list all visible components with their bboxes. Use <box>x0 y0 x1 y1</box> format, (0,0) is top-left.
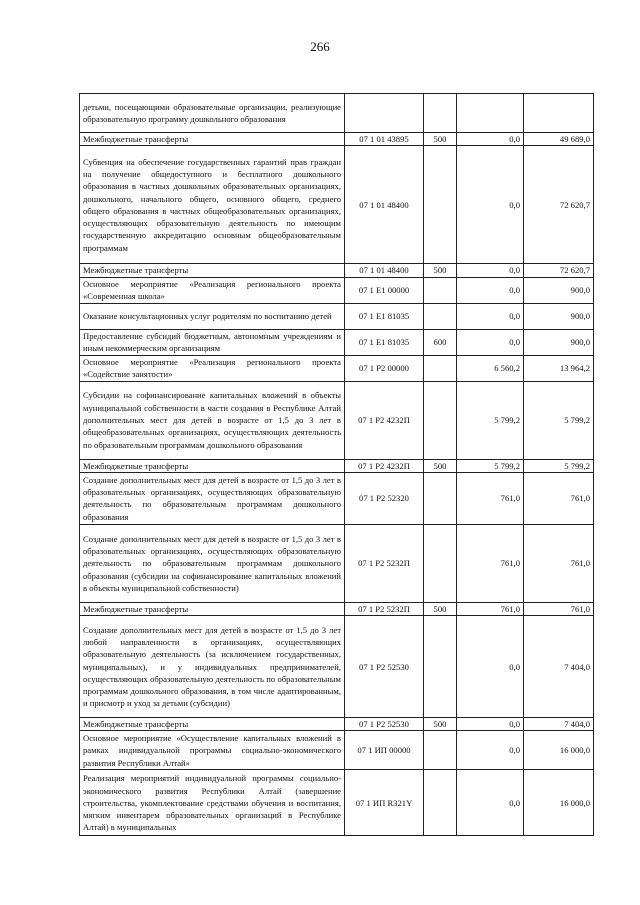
row-name: Создание дополнительных мест для детей в возрасте от 1,5 до 3 лет в образовательных организациях, осуществляющих образовательную деятельность по образовательным программам дошкольного образования <box>80 472 345 524</box>
row-vr <box>424 472 457 524</box>
row-name: Основное мероприятие «Осуществление капитальных вложений в рамках индивидуальной программы социально-экономического развития Республики Алтай» <box>80 731 345 770</box>
row-name: Межбюджетные трансферты <box>80 264 345 277</box>
row-code: 07 1 E1 00000 <box>345 277 424 303</box>
row-name: Создание дополнительных мест для детей в возрасте от 1,5 до 3 лет любой направленности в организациях, осуществляющих образовательную деятельность (за исключением государственных, муниципальных), и у индивидуальных предпринимателей, осуществляющих образовательную деятельность по образовательным программам дошкольного образования, в том числе адаптированным, и присмотр и уход за детьми (субсидии) <box>80 616 345 718</box>
row-value-1: 0,0 <box>457 731 524 770</box>
row-name: Межбюджетные трансферты <box>80 718 345 731</box>
table-row <box>80 303 594 329</box>
row-value-2: 7 404,0 <box>524 718 594 731</box>
row-value-2: 5 799,2 <box>524 459 594 472</box>
row-value-2: 16 000,0 <box>524 770 594 836</box>
row-name: Оказание консультационных услуг родителям по воспитанию детей <box>80 303 345 329</box>
row-code: 07 1 01 43895 <box>345 133 424 146</box>
row-vr <box>424 146 457 264</box>
row-code: 07 1 01 48400 <box>345 146 424 264</box>
row-value-1 <box>457 94 524 133</box>
row-value-1: 0,0 <box>457 616 524 718</box>
table-row <box>80 355 594 381</box>
budget-table-body <box>80 94 594 836</box>
table-row <box>80 616 594 718</box>
row-value-2: 49 689,0 <box>524 133 594 146</box>
row-vr <box>424 355 457 381</box>
row-value-2: 761,0 <box>524 524 594 602</box>
row-value-2: 72 620,7 <box>524 146 594 264</box>
row-value-2: 900,0 <box>524 303 594 329</box>
row-code: 07 1 P2 52320 <box>345 472 424 524</box>
row-code: 07 1 P2 52530 <box>345 616 424 718</box>
row-value-1: 0,0 <box>457 303 524 329</box>
row-vr <box>424 770 457 836</box>
row-code: 07 1 P2 5232П <box>345 524 424 602</box>
row-value-2: 13 964,2 <box>524 355 594 381</box>
row-value-1: 0,0 <box>457 718 524 731</box>
row-value-1: 0,0 <box>457 277 524 303</box>
row-value-2: 761,0 <box>524 472 594 524</box>
row-name: Межбюджетные трансферты <box>80 133 345 146</box>
row-vr <box>424 303 457 329</box>
row-vr <box>424 731 457 770</box>
budget-table <box>79 93 594 836</box>
row-vr: 600 <box>424 329 457 355</box>
row-vr: 500 <box>424 602 457 615</box>
row-name: Межбюджетные трансферты <box>80 602 345 615</box>
table-row <box>80 277 594 303</box>
row-name: Субсидии на софинансирование капитальных вложений в объекты муниципальной собственности в части создания в Республике Алтай дополнительных мест для детей в возрасте от 1,5 до 3 лет в общеобразовательных организациях, осуществляющих деятельность по образовательным программам дошкольного образования <box>80 381 345 459</box>
row-vr <box>424 381 457 459</box>
table-row <box>80 133 594 146</box>
row-value-2: 16 000,0 <box>524 731 594 770</box>
row-vr <box>424 616 457 718</box>
table-row <box>80 329 594 355</box>
row-value-1: 761,0 <box>457 472 524 524</box>
row-name: детьми, посещающими образовательные организации, реализующие образовательную программу дошкольного образования <box>80 94 345 133</box>
row-vr: 500 <box>424 459 457 472</box>
table-row <box>80 731 594 770</box>
row-code: 07 1 E1 81035 <box>345 303 424 329</box>
row-code: 07 1 01 48400 <box>345 264 424 277</box>
row-value-1: 0,0 <box>457 146 524 264</box>
row-code <box>345 94 424 133</box>
row-name: Реализация мероприятий индивидуальной программы социально-экономического развития Республики Алтай (завершение строительства, укомплектование средствами обучения и воспитания, мягким инвентарем образовательных организаций в Республике Алтай) в муниципальных <box>80 770 345 836</box>
row-value-1: 5 799,2 <box>457 381 524 459</box>
table-row <box>80 524 594 602</box>
row-value-2: 5 799,2 <box>524 381 594 459</box>
row-code: 07 1 P2 00000 <box>345 355 424 381</box>
row-name: Основное мероприятие «Реализация регионального проекта «Содействие занятости» <box>80 355 345 381</box>
row-code: 07 1 P2 52530 <box>345 718 424 731</box>
row-code: 07 1 P2 5232П <box>345 602 424 615</box>
row-value-2: 900,0 <box>524 329 594 355</box>
row-vr <box>424 524 457 602</box>
row-value-2: 72 620,7 <box>524 264 594 277</box>
row-value-1: 5 799,2 <box>457 459 524 472</box>
row-value-1: 0,0 <box>457 329 524 355</box>
row-value-1: 761,0 <box>457 602 524 615</box>
row-value-1: 6 560,2 <box>457 355 524 381</box>
table-row <box>80 472 594 524</box>
row-vr <box>424 94 457 133</box>
row-name: Создание дополнительных мест для детей в возрасте от 1,5 до 3 лет в образовательных организациях, осуществляющих образовательную деятельность по образовательным программам дошкольного образования (субсидии на софинансирование капитальных вложений в объекты муниципальной собственности) <box>80 524 345 602</box>
table-row <box>80 264 594 277</box>
row-value-2 <box>524 94 594 133</box>
row-vr: 500 <box>424 264 457 277</box>
table-row <box>80 94 594 133</box>
row-name: Предоставление субсидий бюджетным, автономным учреждениям и иным некоммерческим организациям <box>80 329 345 355</box>
page-number: 266 <box>310 39 330 54</box>
table-row <box>80 770 594 836</box>
row-value-1: 761,0 <box>457 524 524 602</box>
table-row <box>80 381 594 459</box>
row-vr: 500 <box>424 133 457 146</box>
row-value-2: 900,0 <box>524 277 594 303</box>
table-row <box>80 459 594 472</box>
row-name: Межбюджетные трансферты <box>80 459 345 472</box>
row-code: 07 1 P2 4232П <box>345 459 424 472</box>
table-row <box>80 146 594 264</box>
table-row <box>80 602 594 615</box>
row-value-1: 0,0 <box>457 264 524 277</box>
row-code: 07 1 E1 81035 <box>345 329 424 355</box>
row-code: 07 1 ИП R321Y <box>345 770 424 836</box>
row-vr: 500 <box>424 718 457 731</box>
row-name: Основное мероприятие «Реализация регионального проекта «Современная школа» <box>80 277 345 303</box>
row-name: Субвенция на обеспечение государственных гарантий прав граждан на получение общедоступного и бесплатного дошкольного образования в частных дошкольных образовательных организациях, дошкольного, начального общего, основного общего, среднего общего образования в частных общеобразовательных организациях, осуществляющих образовательную деятельность по имеющим государственную аккредитацию основным общеобразовательным программам <box>80 146 345 264</box>
row-value-1: 0,0 <box>457 770 524 836</box>
table-row <box>80 718 594 731</box>
row-code: 07 1 P2 4232П <box>345 381 424 459</box>
row-value-2: 761,0 <box>524 602 594 615</box>
row-code: 07 1 ИП 00000 <box>345 731 424 770</box>
row-value-2: 7 404,0 <box>524 616 594 718</box>
row-value-1: 0,0 <box>457 133 524 146</box>
row-vr <box>424 277 457 303</box>
